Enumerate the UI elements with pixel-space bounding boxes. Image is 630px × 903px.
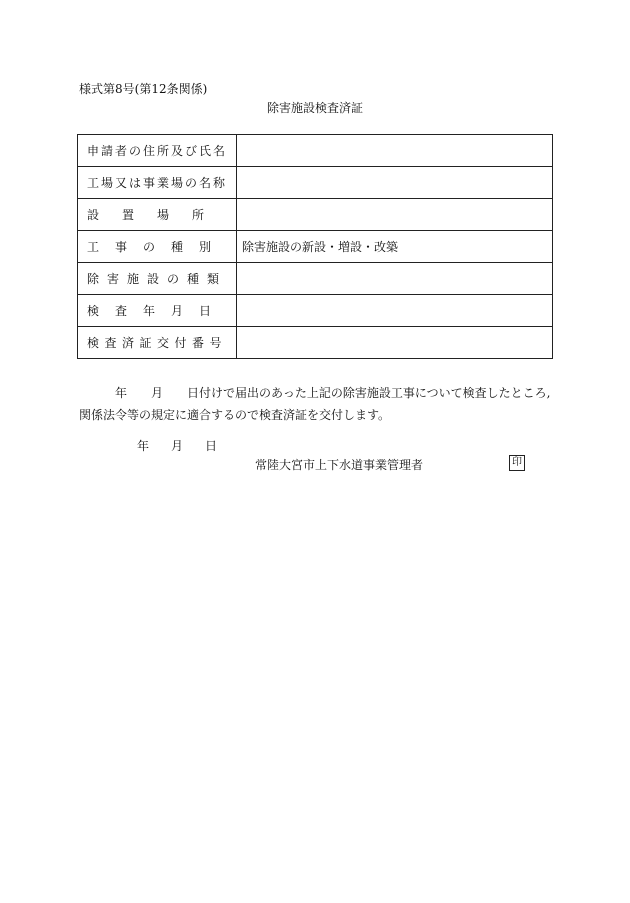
statement-month-label: 月 [151,386,164,400]
table-row [78,199,553,231]
row-value [237,199,553,231]
statement-line-1 [79,382,555,404]
table-row [78,231,553,263]
row-label-text: 設 置 場 所 [87,208,205,222]
issue-date [137,437,217,454]
row-label [78,167,237,199]
row-label [78,327,237,359]
row-value [237,295,553,327]
row-label-text: 申 請 者 の 住 所 及 び 氏 名 [87,144,226,158]
signer-name: 常陸大宮市上下水道事業管理者 [255,458,424,472]
table-row [78,295,553,327]
issue-day-label: 日 [205,439,218,453]
table-row [78,167,553,199]
row-label-text: 検 査 年 月 日 [87,304,212,318]
table-row [78,263,553,295]
row-label [78,263,237,295]
form-number: 様式第8号(第12条関係) [79,82,208,96]
statement-year-label: 年 [115,386,128,400]
row-value [237,263,553,295]
document-title: 除害施設検査済証 [266,101,363,115]
row-label [78,231,237,263]
certificate-table-body [78,135,553,359]
row-label-text: 工 事 の 種 別 [87,240,212,254]
row-value [237,167,553,199]
issue-month-label: 月 [171,439,184,453]
table-row [78,327,553,359]
issue-year-label: 年 [137,439,150,453]
row-label [78,199,237,231]
table-row [78,135,553,167]
row-label-text: 除 害 施 設 の 種 類 [87,272,220,286]
certificate-table [77,134,553,359]
seal-mark: 印 [509,455,525,471]
statement-line-1-text: 日付けで届出のあった上記の除害施設工事について検査したところ, [187,386,551,400]
statement-paragraph [79,382,555,426]
row-label-text: 工 場 又 は 事 業 場 の 名 称 [87,176,226,190]
statement-line-2: 関係法令等の規定に適合するので検査済証を交付します。 [79,408,391,422]
row-label [78,295,237,327]
row-label-text: 検 査 済 証 交 付 番 号 [87,336,222,350]
row-label [78,135,237,167]
row-value [237,135,553,167]
row-value [237,327,553,359]
row-value: 除害施設の新設・増設・改築 [237,231,553,263]
